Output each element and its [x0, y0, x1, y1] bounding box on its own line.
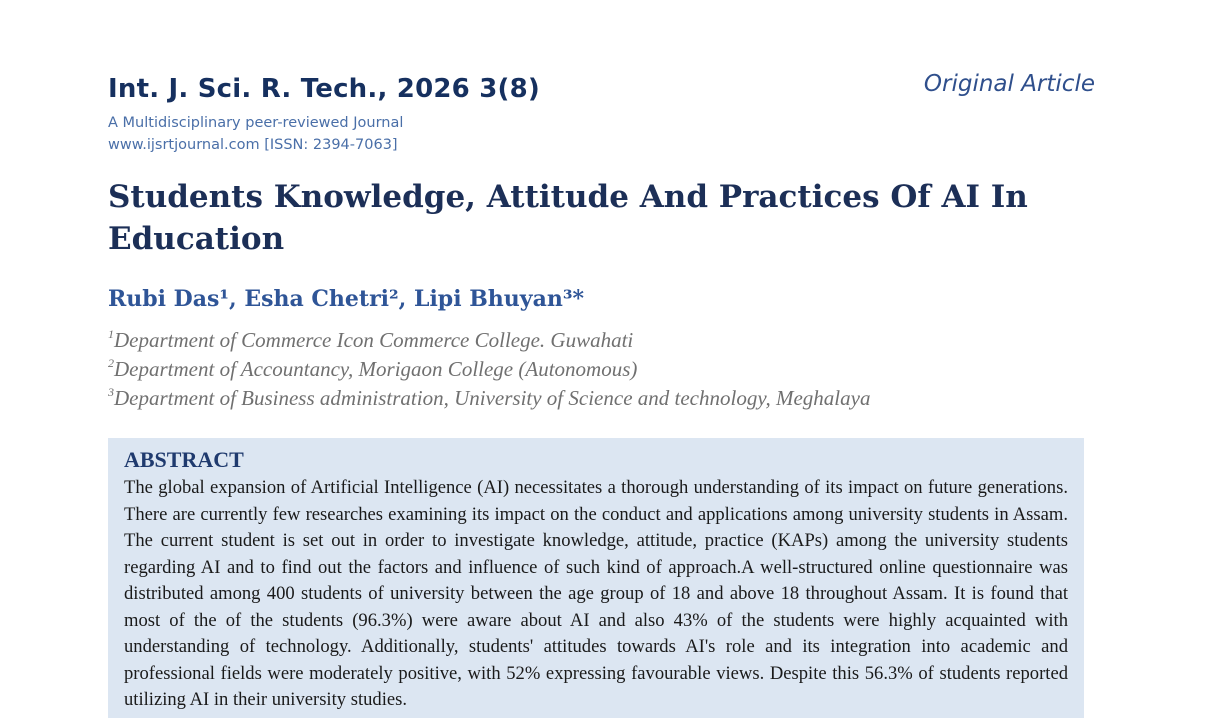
journal-title: Int. J. Sci. R. Tech., 2026 3(8): [108, 74, 540, 104]
affiliation-number: 2: [108, 356, 114, 370]
affiliation-list: [108, 326, 870, 413]
affiliation-number: 1: [108, 327, 114, 341]
journal-url-issn: www.ijsrtjournal.com [ISSN: 2394-7063]: [108, 137, 398, 153]
abstract-heading: ABSTRACT: [124, 447, 244, 472]
affiliation-item: [108, 326, 870, 355]
author-list: Rubi Das¹, Esha Chetri², Lipi Bhuyan³*: [108, 286, 584, 312]
affiliation-item: [108, 355, 870, 384]
affiliation-number: 3: [108, 385, 114, 399]
affiliation-text: Department of Commerce Icon Commerce College. Guwahati: [114, 328, 634, 352]
journal-tagline: A Multidisciplinary peer-reviewed Journal: [108, 115, 404, 131]
affiliation-item: [108, 384, 870, 413]
article-type-label: Original Article: [923, 71, 1095, 97]
affiliation-text: Department of Accountancy, Morigaon College (Autonomous): [114, 357, 638, 381]
journal-info: [108, 112, 403, 156]
abstract-box: [108, 438, 1084, 718]
paper-title: Students Knowledge, Attitude And Practices Of AI In Education: [108, 179, 1028, 257]
abstract-text: The global expansion of Artificial Intelligence (AI) necessitates a thorough understanding of its impact on future generations. There are currently few researches examining its impact on the conduct and applications among university students in Assam. The current student is set out in order to investigate knowledge, attitude, practice (KAPs) among the university students regarding AI and to find out the factors and influence of such kind of approach.A well-structured online questionnaire was distributed among 400 students of university between the age group of 18 and above 18 throughout Assam. It is found that most of the of the students (96.3%) were aware about AI and also 43% of the students were highly acquainted with understanding of technology. Additionally, students' attitudes towards AI's role and its integration into academic and professional fields were moderately positive, with 52% expressing favourable views. Despite this 56.3% of students reported utilizing AI in their university studies.: [124, 477, 1068, 710]
affiliation-text: Department of Business administration, University of Science and technology, Meghalaya: [114, 386, 871, 410]
